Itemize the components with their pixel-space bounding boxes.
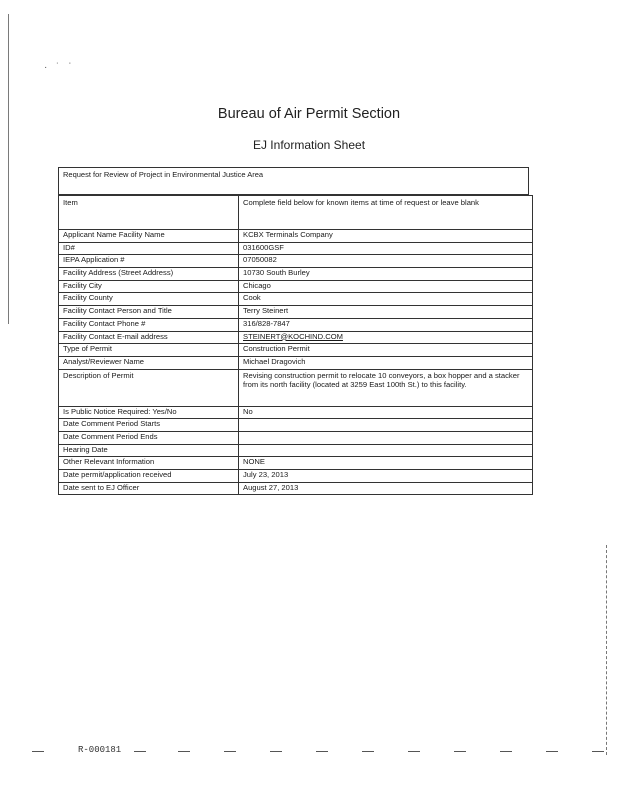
scan-specks: · ˙ ˈ xyxy=(44,62,75,73)
row-value: NONE xyxy=(239,457,533,470)
row-value: Chicago xyxy=(239,280,533,293)
table-row xyxy=(59,419,533,432)
header-instructions: Complete field below for known items at time of request or leave blank xyxy=(239,196,533,230)
row-value xyxy=(239,444,533,457)
scan-edge-marks xyxy=(606,545,608,755)
document-title: Bureau of Air Permit Section xyxy=(217,106,401,122)
row-label: Type of Permit xyxy=(59,344,239,357)
row-value xyxy=(239,431,533,444)
request-header: Request for Review of Project in Environmental Justice Area xyxy=(58,167,529,195)
row-label: Facility Contact Person and Title xyxy=(59,306,239,319)
footer-dash xyxy=(178,751,190,752)
document-subtitle: EJ Information Sheet xyxy=(252,138,366,152)
table-row xyxy=(59,470,533,483)
row-label: Facility Contact Phone # xyxy=(59,318,239,331)
table-row xyxy=(59,255,533,268)
row-value: 031600GSF xyxy=(239,242,533,255)
row-label: IEPA Application # xyxy=(59,255,239,268)
footer-dash xyxy=(134,751,146,752)
table-row xyxy=(59,230,533,243)
header-item: Item xyxy=(59,196,239,230)
row-label: Facility County xyxy=(59,293,239,306)
table-row xyxy=(59,306,533,319)
footer-dash xyxy=(546,751,558,752)
row-label: Facility Contact E-mail address xyxy=(59,331,239,344)
row-label: Is Public Notice Required: Yes/No xyxy=(59,406,239,419)
table-row xyxy=(59,280,533,293)
row-value: August 27, 2013 xyxy=(239,482,533,495)
table-row xyxy=(59,369,533,406)
row-value: Terry Steinert xyxy=(239,306,533,319)
contact-email-link[interactable]: STEINERT@KOCHIND.COM xyxy=(239,331,533,344)
table-row xyxy=(59,431,533,444)
table-row xyxy=(59,318,533,331)
footer-dash xyxy=(592,751,604,752)
bates-number: R-000181 xyxy=(78,745,122,755)
row-label: Description of Permit xyxy=(59,369,239,406)
table-row xyxy=(59,242,533,255)
scan-edge-line xyxy=(8,14,9,324)
footer-dash xyxy=(362,751,374,752)
table-row xyxy=(59,356,533,369)
row-label: Facility Address (Street Address) xyxy=(59,268,239,281)
row-value: Michael Dragovich xyxy=(239,356,533,369)
table-row xyxy=(59,406,533,419)
row-value: Revising construction permit to relocate 10 conveyors, a box hopper and a stacker from its north facility (located at 3259 East 100th St.) to this facility. xyxy=(239,369,533,406)
footer-dash xyxy=(316,751,328,752)
table-row xyxy=(59,482,533,495)
row-label: Hearing Date xyxy=(59,444,239,457)
row-value: No xyxy=(239,406,533,419)
row-label: Facility City xyxy=(59,280,239,293)
footer-dash xyxy=(32,751,44,752)
row-value: 10730 South Burley xyxy=(239,268,533,281)
row-label: Analyst/Reviewer Name xyxy=(59,356,239,369)
footer-dash xyxy=(454,751,466,752)
table-row xyxy=(59,444,533,457)
footer-dash xyxy=(408,751,420,752)
row-label: Applicant Name Facility Name xyxy=(59,230,239,243)
row-label: Date permit/application received xyxy=(59,470,239,483)
row-label: Other Relevant Information xyxy=(59,457,239,470)
row-value: KCBX Terminals Company xyxy=(239,230,533,243)
table-row xyxy=(59,268,533,281)
row-value: 316/828-7847 xyxy=(239,318,533,331)
row-label: ID# xyxy=(59,242,239,255)
footer-dash xyxy=(224,751,236,752)
footer-dash xyxy=(500,751,512,752)
table-row xyxy=(59,331,533,344)
row-value: 07050082 xyxy=(239,255,533,268)
row-value: Cook xyxy=(239,293,533,306)
table-row xyxy=(59,457,533,470)
footer-dash xyxy=(270,751,282,752)
table-header-row xyxy=(59,196,533,230)
ej-info-table xyxy=(58,195,533,495)
row-label: Date Comment Period Starts xyxy=(59,419,239,432)
row-label: Date Comment Period Ends xyxy=(59,431,239,444)
row-value: Construction Permit xyxy=(239,344,533,357)
row-value: July 23, 2013 xyxy=(239,470,533,483)
table-row xyxy=(59,344,533,357)
row-value xyxy=(239,419,533,432)
row-label: Date sent to EJ Officer xyxy=(59,482,239,495)
table-row xyxy=(59,293,533,306)
